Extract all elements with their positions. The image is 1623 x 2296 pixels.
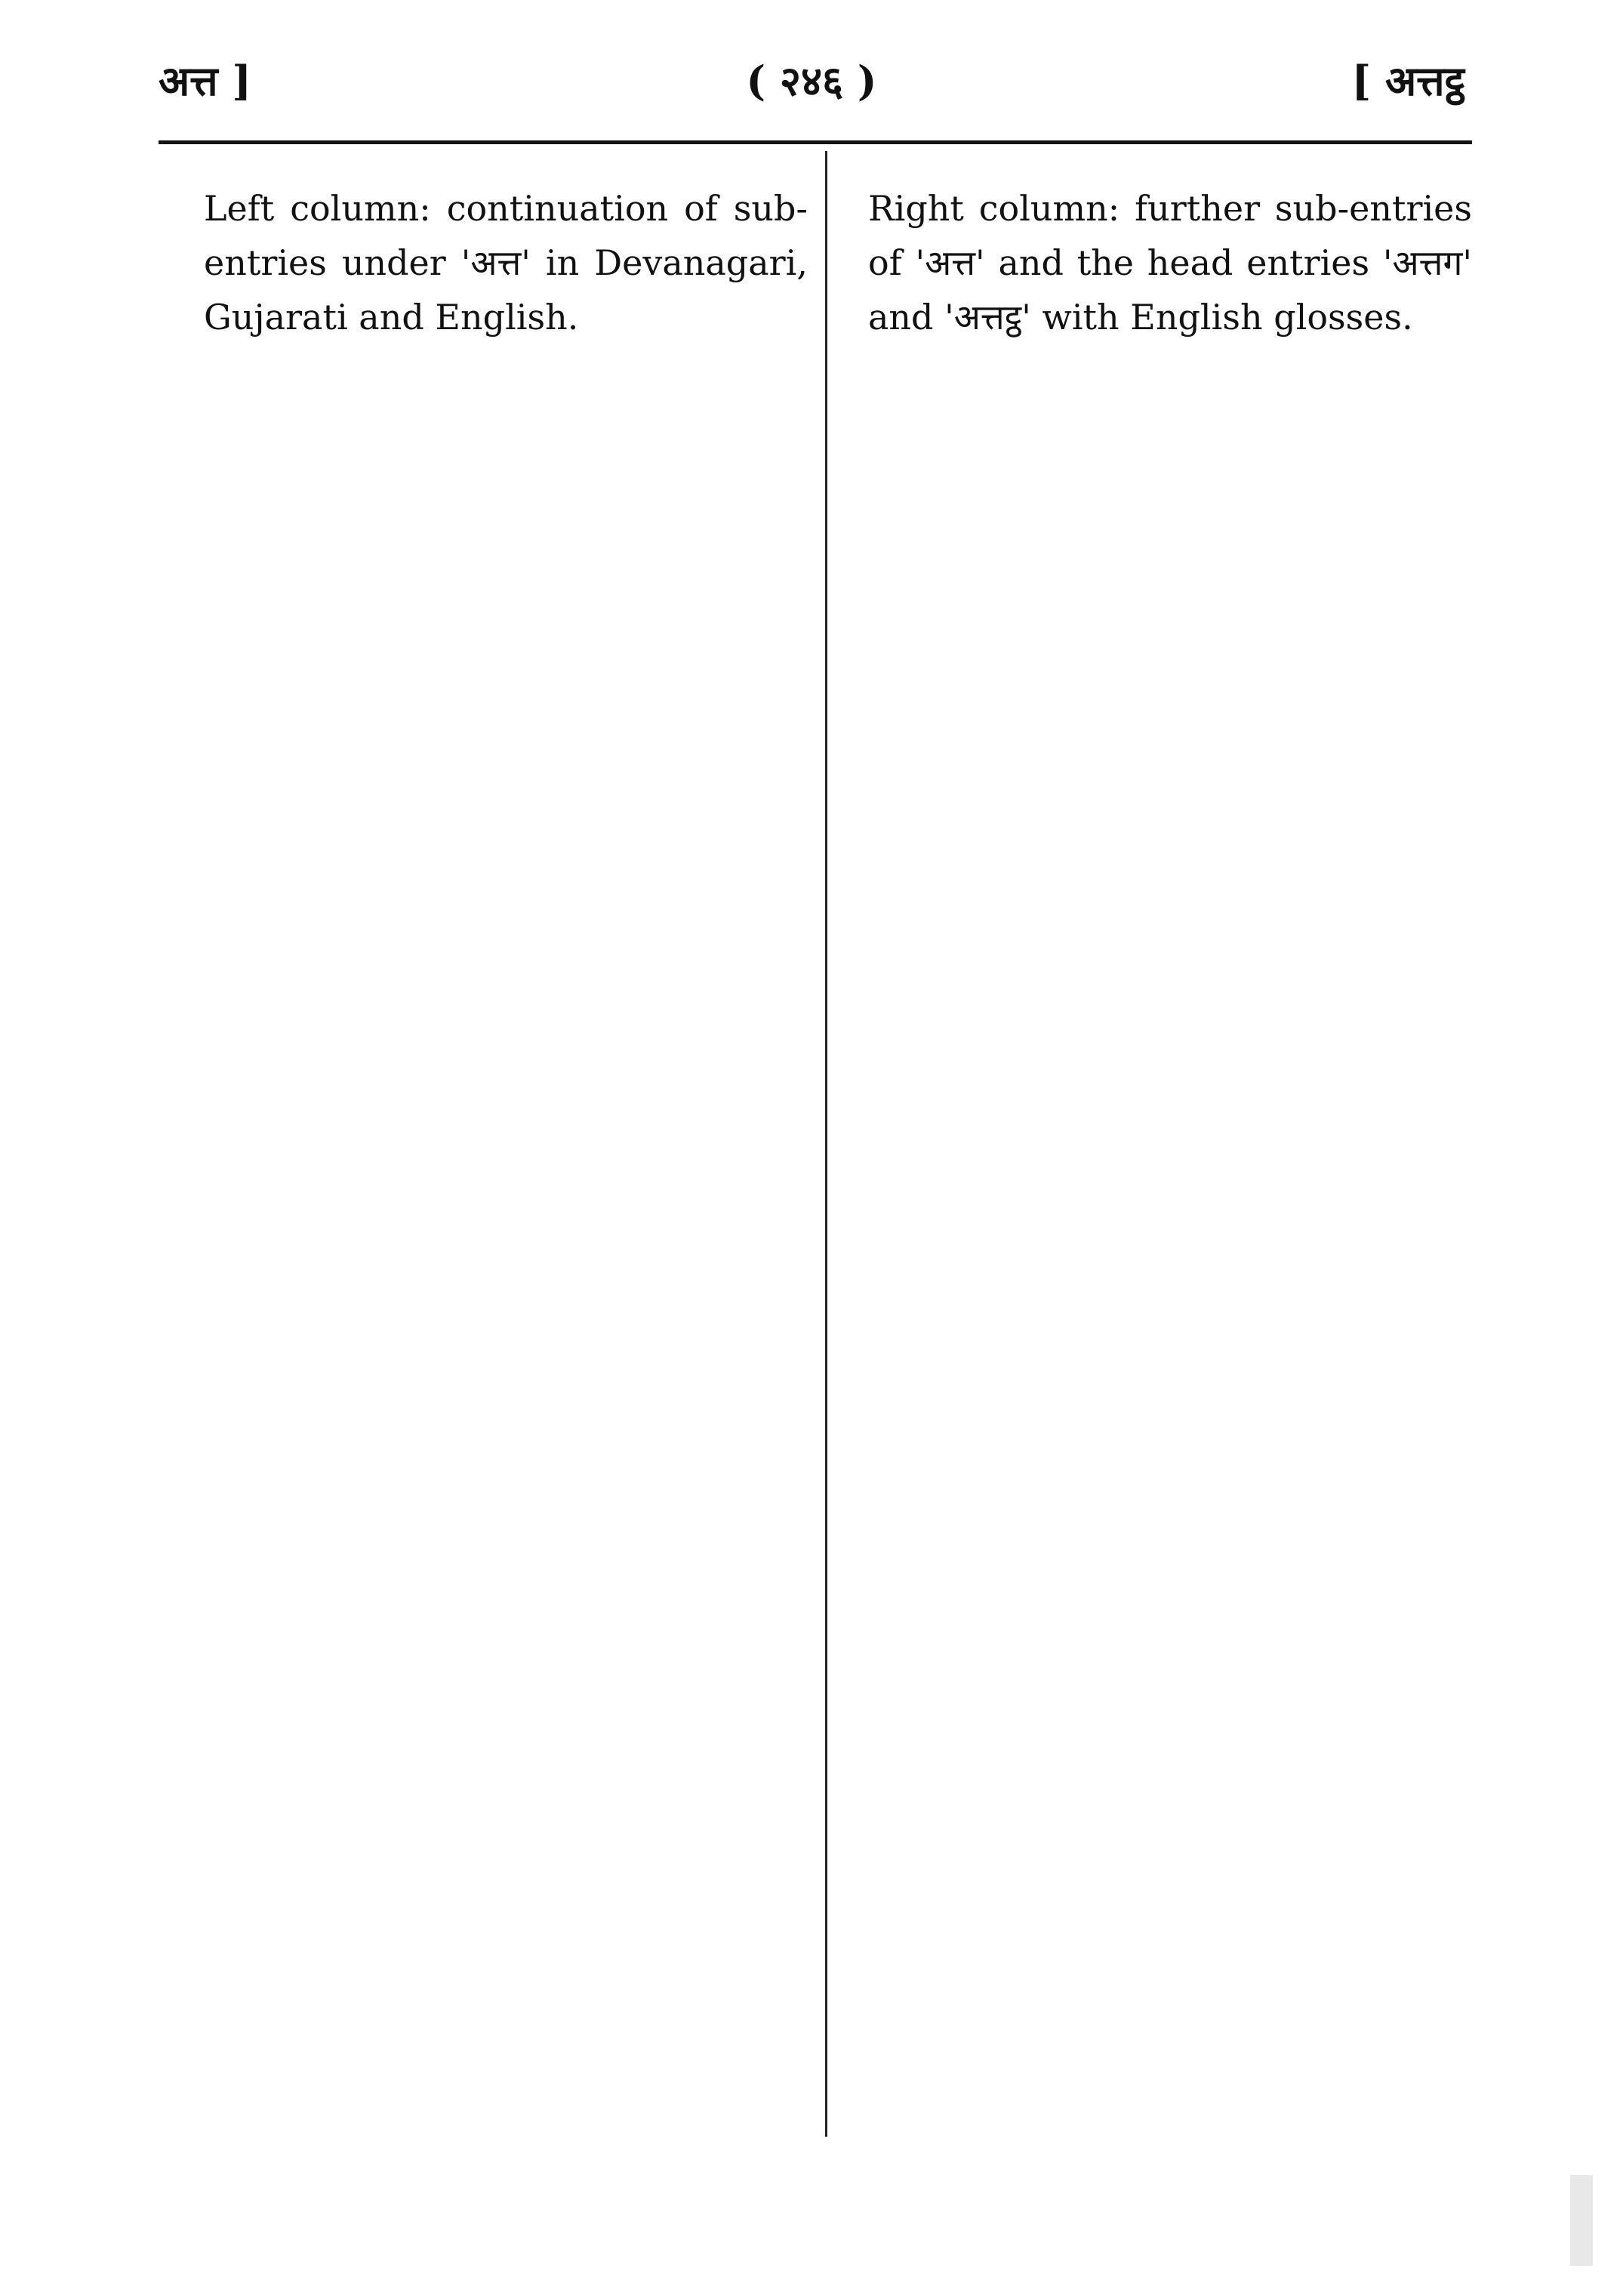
page-header (159, 36, 1464, 119)
left-column (204, 181, 808, 2144)
right-column-summary: Right column: further sub-entries of 'अत्त' and the head entries 'अत्तग' and 'अत्तट्ठ' with English glosses. (868, 188, 1472, 337)
header-rule (159, 140, 1472, 144)
scan-artifact (1570, 2175, 1593, 2266)
right-column (868, 181, 1472, 2144)
header-left-guide-word: अत्त ] (159, 57, 251, 105)
column-divider (825, 151, 827, 2137)
page-number: ( २४६ ) (746, 57, 877, 105)
header-right-guide-word: [ अत्तट्ठ (1351, 57, 1464, 105)
left-column-summary: Left column: continuation of sub-entries under 'अत्त' in Devanagari, Gujarati and English. (204, 188, 808, 337)
